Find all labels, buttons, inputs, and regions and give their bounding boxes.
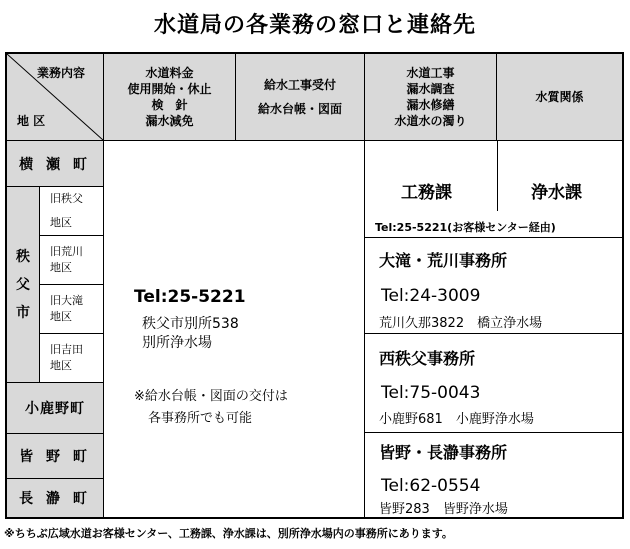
header-col-supply-line: 給水台帳・図面 [257, 102, 342, 116]
district-oganomachi-label: 小鹿野町 [25, 401, 85, 417]
header-col-works-line: 漏水調査 [406, 82, 455, 96]
district-nagatoro-label: 長 瀞 町 [19, 491, 91, 507]
header-col-works-line: 漏水修繕 [406, 98, 455, 112]
header-col-billing [103, 54, 235, 140]
office-name: 大滝・荒川事務所 [379, 251, 508, 270]
page-title: 水道局の各業務の窓口と連絡先 [153, 13, 476, 38]
main-office-facility: 別所浄水場 [142, 335, 212, 351]
main-office-tel: Tel:25-5221 [134, 287, 246, 307]
koumu-label: 工務課 [401, 183, 452, 203]
office-minano-nagatoro [364, 432, 622, 517]
office-tel: Tel:75-0043 [381, 383, 481, 403]
koumu-divider [497, 141, 498, 211]
main-office-note-line: 各事務所でも可能 [148, 411, 253, 426]
header-col-billing-line: 水道料金 [145, 66, 194, 80]
header-col-billing-line: 使用開始・休止 [127, 82, 212, 96]
office-otaki-arakawa [364, 237, 622, 333]
district-chichibu-char: 市 [16, 304, 30, 321]
subdistrict-old-chichibu [39, 186, 103, 235]
header-col-supply [235, 54, 364, 140]
subdistrict-old-otaki [39, 284, 103, 333]
contact-table [5, 52, 624, 519]
subdistrict-label: 地区 [50, 261, 72, 274]
office-tel: Tel:62-0554 [381, 476, 481, 496]
office-tel: Tel:24-3009 [381, 286, 481, 306]
header-col-billing-line: 漏水減免 [145, 114, 194, 128]
subdistrict-old-yoshida [39, 333, 103, 382]
corner-header [7, 54, 103, 140]
header-col-billing-line: 検 針 [151, 98, 188, 112]
header-col-quality-label: 水質関係 [535, 90, 584, 104]
office-name: 西秩父事務所 [379, 349, 476, 368]
subdistrict-label: 地区 [50, 310, 72, 323]
district-chichibu [7, 186, 39, 382]
header-col-quality [496, 54, 622, 140]
district-yokoze [7, 140, 103, 186]
jousui-label: 浄水課 [531, 183, 582, 203]
office-address: 皆野283 皆野浄水場 [379, 502, 508, 517]
koumu-tel: Tel:25-5221(お客様センター経由) [375, 221, 556, 234]
office-nishichichibu [364, 333, 622, 432]
header-col-works-line: 水道工事 [406, 66, 455, 80]
subdistrict-label: 旧吉田 [50, 343, 83, 356]
office-name: 皆野・長瀞事務所 [379, 443, 508, 462]
office-address: 小鹿野681 小鹿野浄水場 [379, 412, 534, 427]
district-nagatoro [7, 478, 103, 517]
office-address: 荒川久那3822 橋立浄水場 [379, 316, 543, 331]
footnote: ※ちちぶ広域水道お客様センター、工務課、浄水課は、別所浄水場内の事務所にあります。 [4, 527, 453, 540]
header-col-works [364, 54, 496, 140]
district-minano [7, 433, 103, 478]
district-yokoze-label: 横 瀬 町 [19, 156, 91, 173]
header-col-works-line: 水道水の濁り [394, 114, 467, 128]
subdistrict-label: 旧秩父 [50, 192, 83, 205]
district-chichibu-char: 父 [16, 276, 30, 293]
district-oganomachi [7, 382, 103, 433]
corner-label-business: 業務内容 [37, 66, 86, 80]
subdistrict-label: 旧荒川 [50, 245, 83, 258]
subdistrict-label: 地区 [50, 359, 72, 372]
main-office-cell [103, 140, 364, 517]
subdistrict-label: 地区 [50, 216, 72, 229]
subdistrict-label: 旧大滝 [50, 294, 83, 307]
main-office-note-line: ※給水台帳・図面の交付は [134, 389, 288, 404]
corner-label-district: 地 区 [17, 114, 46, 128]
header-col-supply-line: 給水工事受付 [263, 78, 336, 92]
district-chichibu-char: 秩 [16, 248, 30, 265]
subdistrict-old-arakawa [39, 235, 103, 284]
koumu-jousui-cell [364, 140, 622, 237]
main-office-address: 秩父市別所538 [142, 316, 239, 332]
district-minano-label: 皆 野 町 [19, 449, 91, 465]
